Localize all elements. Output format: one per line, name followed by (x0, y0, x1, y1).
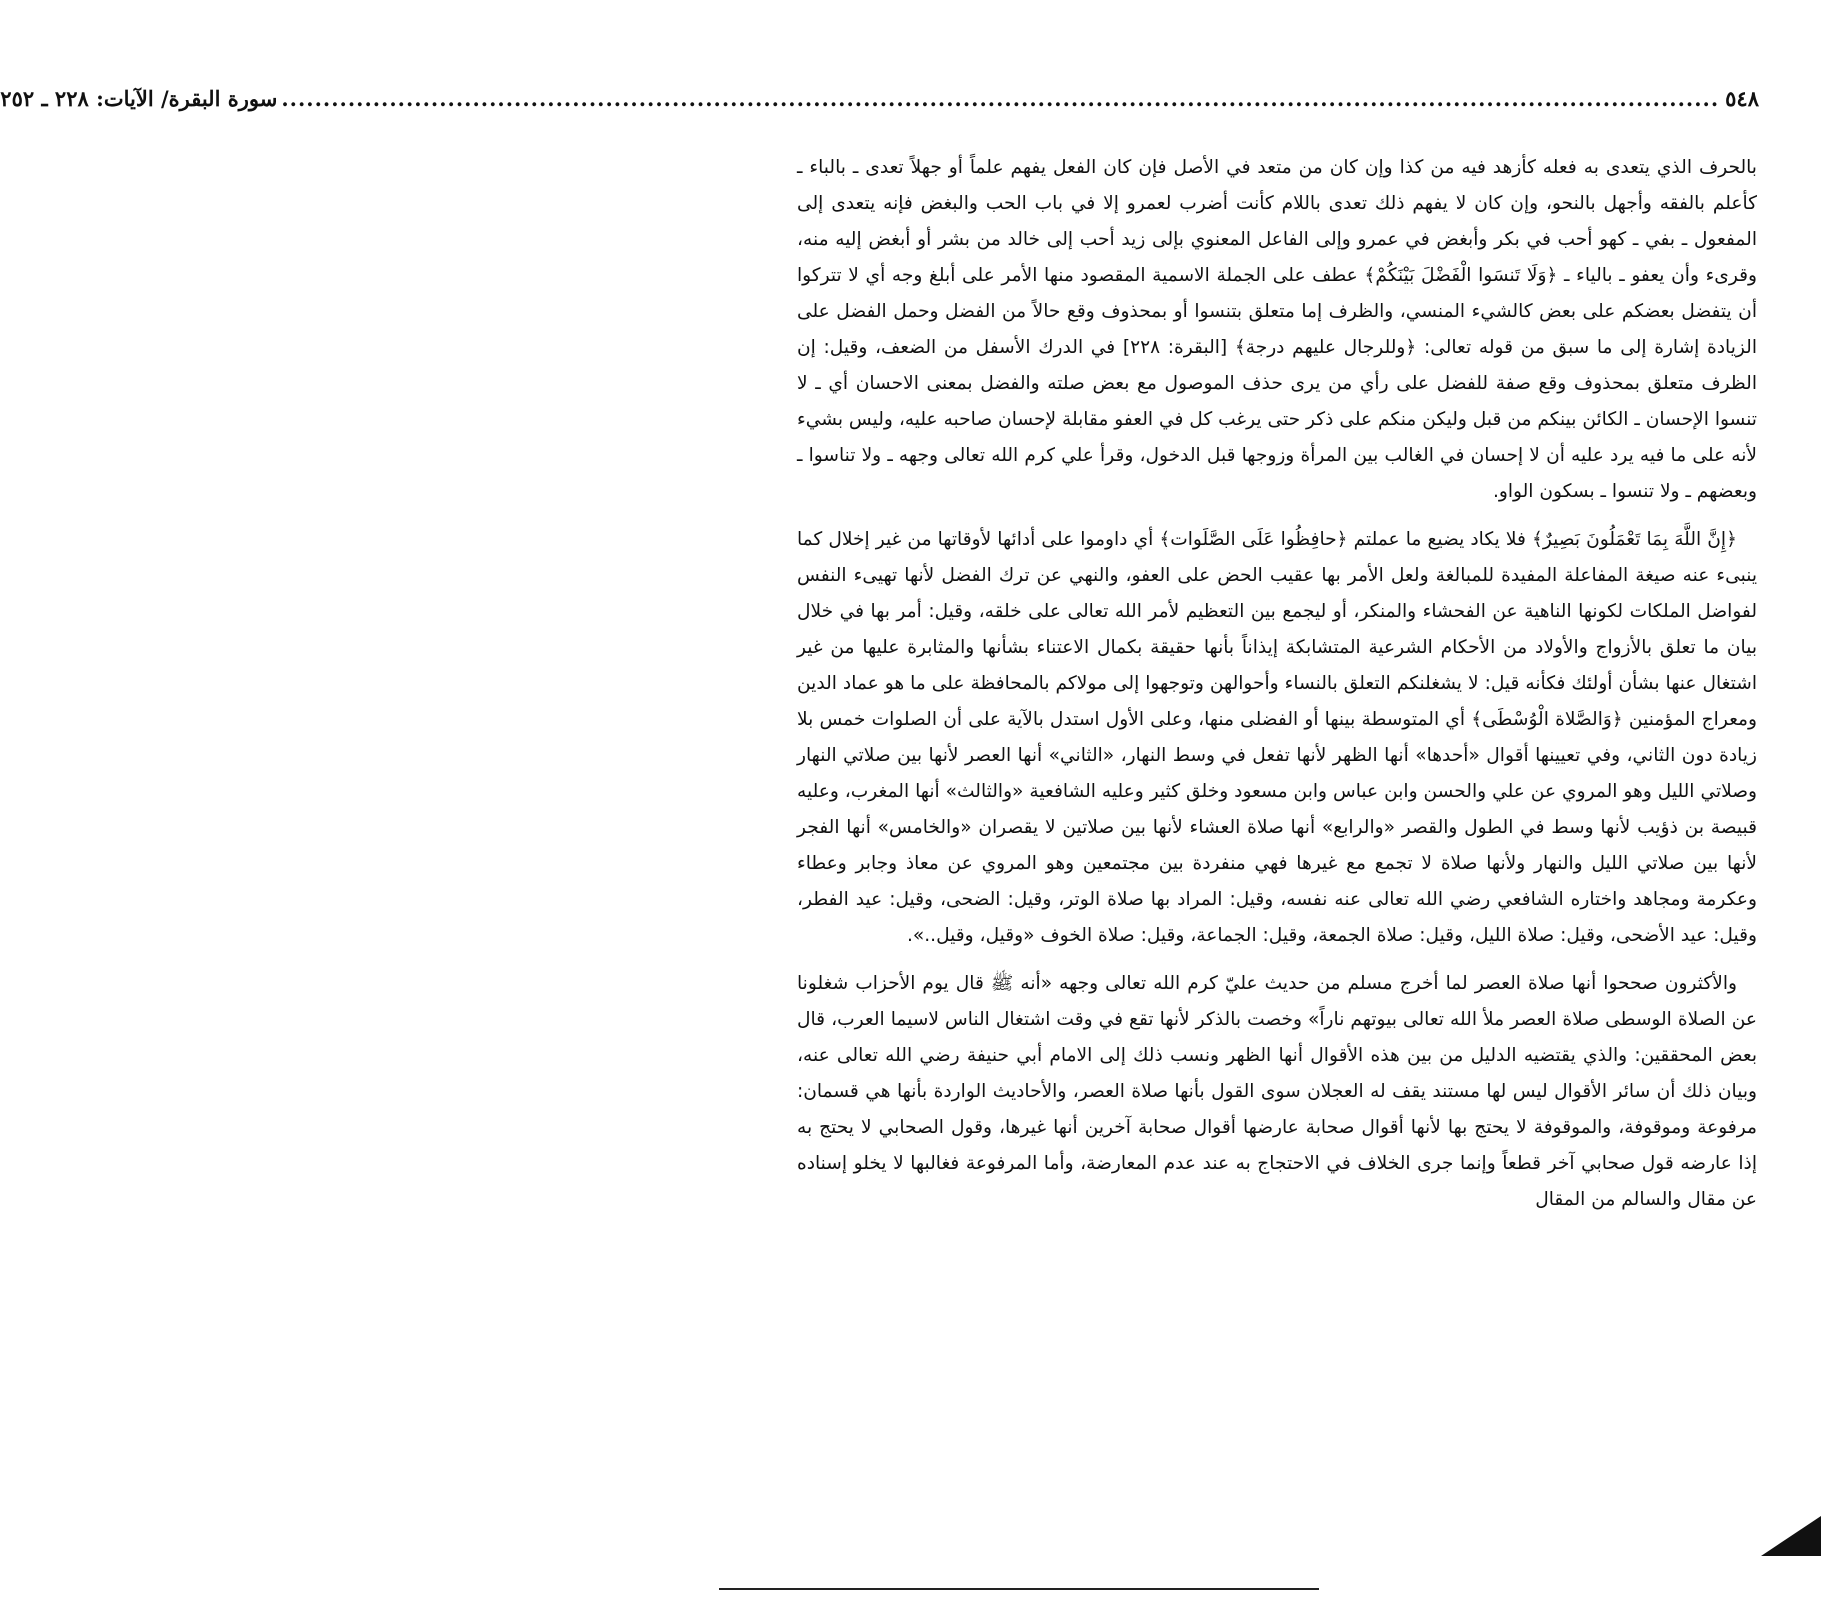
leader-dots: .......... (1636, 86, 1720, 111)
body-text (797, 150, 1757, 1218)
paragraph: ﴿إِنَّ اللَّهَ بِمَا تَعْمَلُونَ بَصِيرٌ﴾ فلا يكاد يضيع ما عملتم ﴿حافِظُوا عَلَى الصَّلَوات﴾ أي داوموا على أدائها لأوقاتها من غير إخلال كما ينبىء عنه صيغة المفاعلة المفيدة للمبالغة ولعل الأمر بها عقيب الحض على العفو، والنهي عن ترك الفضل لأنها تهيىء النفس لفواضل الملكات لكونها الناهية عن الفحشاء والمنكر، أو ليجمع بين التعظيم لأمر الله تعالى على خلقه، وقيل: أمر بها في خلال بيان ما تعلق بالأزواج والأولاد من الأحكام الشرعية المتشابكة إيذاناً بأنها حقيقة بكمال الاعتناء بشأنها والمثابرة عليها من غير اشتغال عنها بشأن أولئك فكأنه قيل: لا يشغلنكم التعلق بالنساء وأحوالهن وتوجهوا إلى مولاكم بالمحافظة على ما هو عماد الدين ومعراج المؤمنين ﴿وَالصَّلاة الْوُسْطَى﴾ أي المتوسطة بينها أو الفضلى منها، وعلى الأول استدل بالآية على أن الصلوات خمس بلا زيادة دون الثاني، وفي تعيينها أقوال «أحدها» أنها الظهر لأنها تفعل في وسط النهار، «الثاني» أنها العصر لأنها بين صلاتي النهار وصلاتي الليل وهو المروي عن علي والحسن وابن عباس وابن مسعود وخلق كثير وعليه الشافعية «والثالث» أنها المغرب، وعليه قبيصة بن ذؤيب لأنها وسط في الطول والقصر «والرابع» أنها صلاة العشاء لأنها بين صلاتين لا يقصران «والخامس» أنها الفجر لأنها بين صلاتي الليل والنهار ولأنها صلاة لا تجمع مع غيرها فهي منفردة بين مجتمعين وهو المروي عن معاذ وجابر وعطاء وعكرمة ومجاهد واختاره الشافعي رضي الله تعالى عنه نفسه، وقيل: المراد بها صلاة الوتر، وقيل: الضحى، وقيل: عيد الفطر، وقيل: عيد الأضحى، وقيل: صلاة الليل، وقيل: صلاة الجمعة، وقيل: الجماعة، وقيل: صلاة الخوف «وقيل، وقيل..». (797, 529, 1757, 946)
bottom-rule (719, 1588, 1319, 1590)
page-corner-mark (1761, 1516, 1821, 1556)
running-head (0, 86, 1759, 122)
leader-dots-fill: ................................................................................................................................................................... (281, 86, 1637, 111)
paragraph: بالحرف الذي يتعدى به فعله كأزهد فيه من كذا وإن كان من متعد في الأصل فإن كان الفعل يفهم علماً أو جهلاً تعدى ـ بالباء ـ كأعلم بالفقه وأجهل بالنحو، وإن كان لا يفهم ذلك تعدى باللام كأنت أضرب لعمرو إلا في باب الحب والبغض فإنه يتعدى إلى المفعول ـ بفي ـ كهو أحب في بكر وأبغض في عمرو وإلى الفاعل المعنوي بإلى زيد أحب إلى خالد من بشر أو أبغض إليه منه، وقرىء وأن يعفو ـ بالياء ـ ﴿وَلَا تَنسَوا الْفَضْلَ بَيْنَكُمْ﴾ عطف على الجملة الاسمية المقصود منها الأمر على أبلغ وجه أي لا تتركوا أن يتفضل بعضكم على بعض كالشيء المنسي، والظرف إما متعلق بتنسوا أو بمحذوف وقع حالاً من الفضل وحمل الفضل على الزيادة إشارة إلى ما سبق من قوله تعالى: ﴿وللرجال عليهم درجة﴾ [البقرة: ٢٢٨] في الدرك الأسفل من الضعف، وقيل: إن الظرف متعلق بمحذوف وقع صفة للفضل على رأي من يرى حذف الموصول مع بعض صلته والفضل بمعنى الاحسان أي ـ لا تنسوا الإحسان ـ الكائن بينكم من قبل وليكن منكم على ذكر حتى يرغب كل في العفو مقابلة لإحسان صاحبه عليه، وليس بشيء لأنه على ما فيه يرد عليه أن لا إحسان في الغالب بين المرأة وزوجها قبل الدخول، وقرأ علي كرم الله تعالى وجهه ـ ولا تناسوا ـ وبعضهم ـ ولا تنسوا ـ بسكون الواو. (797, 157, 1757, 502)
surah-title: سورة البقرة/ الآيات: ٢٢٨ ـ ٢٥٢ (0, 86, 278, 111)
page-number: ٥٤٨ (1725, 86, 1759, 111)
paragraph: والأكثرون صححوا أنها صلاة العصر لما أخرج مسلم من حديث عليّ كرم الله تعالى وجهه «أنه ﷺ قال يوم الأحزاب شغلونا عن الصلاة الوسطى صلاة العصر ملأ الله تعالى بيوتهم ناراً» وخصت بالذكر لأنها تقع في وقت اشتغال الناس لاسيما العرب، قال بعض المحققين: والذي يقتضيه الدليل من بين هذه الأقوال أنها الظهر ونسب ذلك إلى الامام أبي حنيفة رضي الله تعالى عنه، وبيان ذلك أن سائر الأقوال ليس لها مستند يقف له العجلان سوى القول بأنها صلاة العصر، والأحاديث الواردة بأنها هي قسمان: مرفوعة وموقوفة، والموقوفة لا يحتج بها لأنها أقوال صحابة عارضها أقوال صحابة آخرين أنها غيرها، وقول الصحابي لا يحتج به إذا عارضه قول صحابي آخر قطعاً وإنما جرى الخلاف في الاحتجاج به عند عدم المعارضة، وأما المرفوعة فغالبها لا يخلو إسناده عن مقال والسالم من المقال (797, 973, 1757, 1210)
